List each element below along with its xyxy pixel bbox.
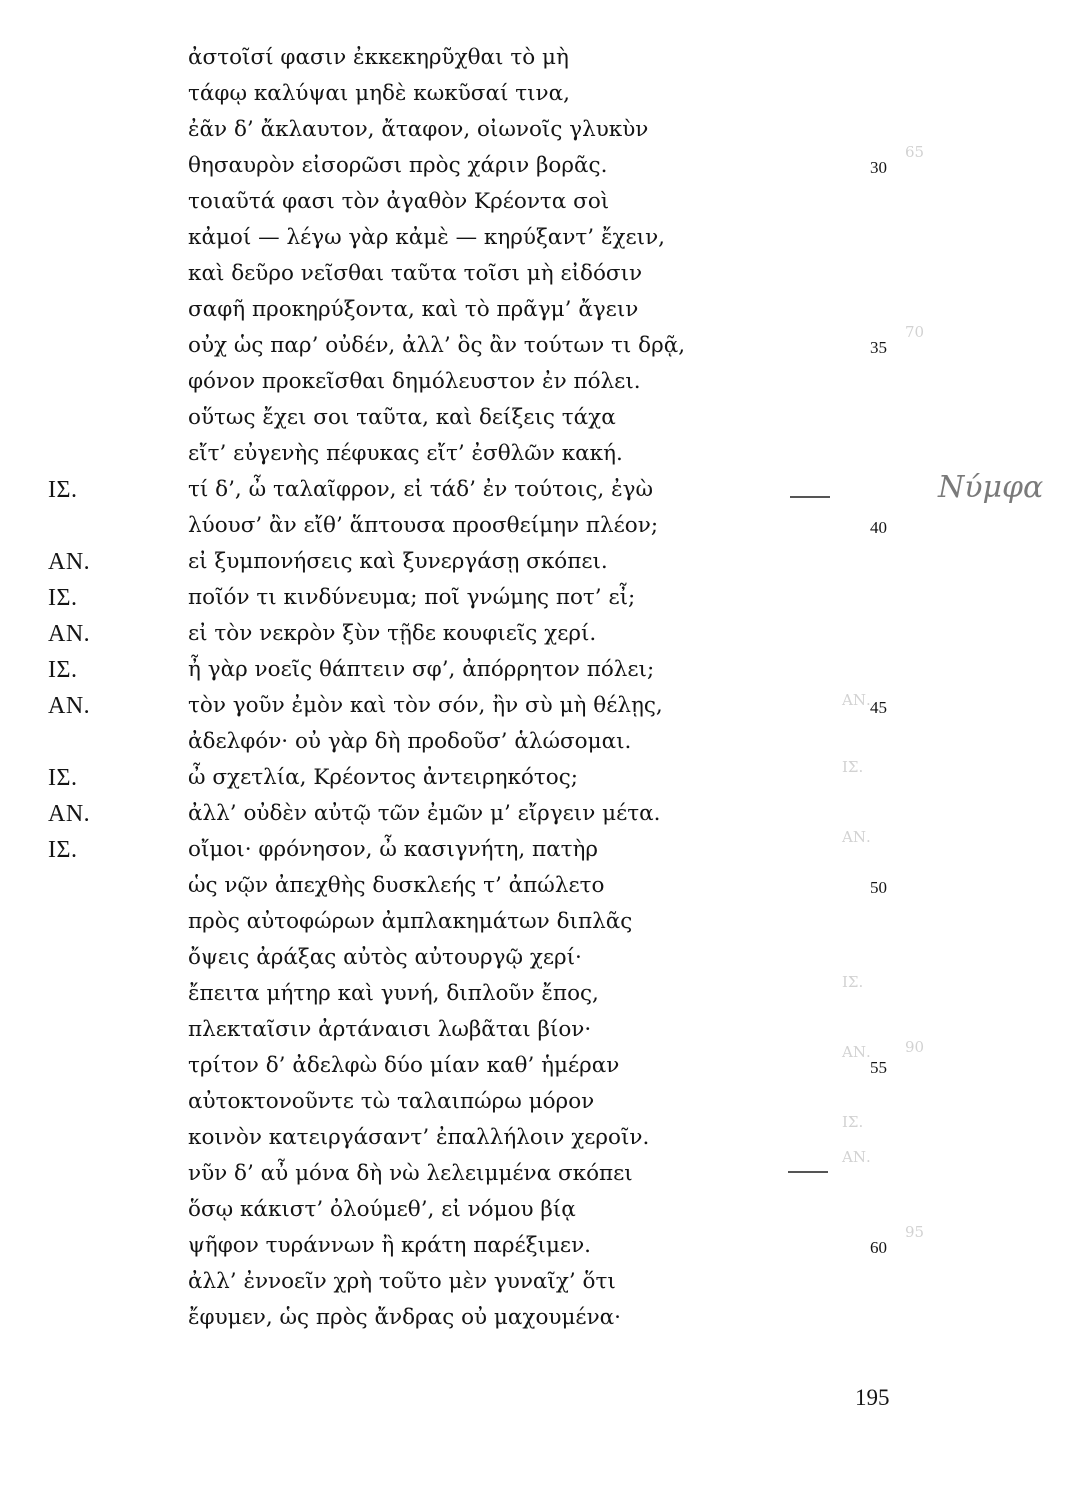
speaker-label: ΙΣ. — [48, 477, 78, 503]
line-number: 60 — [870, 1238, 887, 1257]
verse-text: οὕτως ἔχει σοι ταῦτα, καὶ δείξεις τάχα — [188, 405, 616, 430]
verse-text: εἴτ’ εὐγενὴς πέφυκας εἴτ’ ἐσθλῶν κακή. — [188, 441, 623, 466]
verse-text: ὦ σχετλία, Κρέοντος ἀντειρηκότος; — [188, 765, 578, 790]
verse-text: εἰ τὸν νεκρὸν ξὺν τῇδε κουφιεῖς χερί. — [188, 621, 597, 646]
verse-line — [0, 1192, 1087, 1228]
verse-line — [0, 616, 1087, 652]
verse-text: ἔφυμεν, ὡς πρὸς ἄνδρας οὐ μαχουμένα· — [188, 1305, 621, 1330]
line-number: 55 — [870, 1058, 887, 1077]
verse-line — [0, 292, 1087, 328]
verse-text: ὡς νῷν ἀπεχθὴς δυσκλεής τ’ ἀπώλετο — [188, 873, 605, 898]
verse-line — [0, 1048, 1087, 1084]
verse-text: ποῖόν τι κινδύνευμα; ποῖ γνώμης ποτ’ εἶ; — [188, 585, 636, 610]
verse-text: κἀμοί — λέγω γὰρ κἀμὲ — κηρύξαντ’ ἔχειν, — [188, 225, 665, 250]
verse-text: τάφῳ καλύψαι μηδὲ κωκῦσαί τινα, — [188, 81, 570, 106]
verse-line — [0, 184, 1087, 220]
bleed-speaker: ΙΣ. — [842, 973, 864, 991]
verse-line — [0, 148, 1087, 184]
verse-line — [0, 832, 1087, 868]
bleed-speaker: ΑΝ. — [842, 691, 871, 709]
verse-text: τρίτον δ’ ἀδελφὼ δύο μίαν καθ’ ἡμέραν — [188, 1053, 620, 1078]
bleed-speaker: ΙΣ. — [842, 1113, 864, 1131]
line-number: 50 — [870, 878, 887, 897]
verse-text: ἀλλ’ οὐδὲν αὐτῷ τῶν ἐμῶν μ’ εἴργειν μέτα. — [188, 801, 661, 826]
bleed-speaker: ΑΝ. — [842, 1043, 871, 1061]
verse-text: ὅσῳ κάκιστ’ ὀλούμεθ’, εἰ νόμου βίᾳ — [188, 1197, 576, 1222]
verse-text: εἰ ξυμπονήσεις καὶ ξυνεργάσῃ σκόπει. — [188, 549, 608, 574]
verse-line — [0, 220, 1087, 256]
verse-line — [0, 328, 1087, 364]
speaker-label: ΑΝ. — [48, 693, 91, 719]
line-number: 40 — [870, 518, 887, 537]
bleed-speaker: ΑΝ. — [842, 1148, 871, 1166]
line-number: 35 — [870, 338, 887, 357]
speaker-label: ΙΣ. — [48, 657, 78, 683]
verse-text: ἐᾶν δ’ ἄκλαυτον, ἄταφον, οἰωνοῖς γλυκὺν — [188, 117, 649, 142]
verse-line — [0, 1156, 1087, 1192]
verse-text: πρὸς αὐτοφώρων ἀμπλακημάτων διπλᾶς — [188, 909, 633, 934]
verse-line — [0, 724, 1087, 760]
verse-line — [0, 1300, 1087, 1336]
verse-text: ἀδελφόν· οὐ γὰρ δὴ προδοῦσ’ ἁλώσομαι. — [188, 729, 632, 754]
verse-line — [0, 76, 1087, 112]
bleed-line-number: 65 — [905, 143, 925, 161]
verse-line — [0, 940, 1087, 976]
verse-text: πλεκταῖσιν ἀρτάναισι λωβᾶται βίον· — [188, 1017, 592, 1042]
verse-line — [0, 40, 1087, 76]
verse-text: τὸν γοῦν ἐμὸν καὶ τὸν σόν, ἢν σὺ μὴ θέλῃς, — [188, 693, 663, 718]
page-number: 195 — [855, 1385, 890, 1410]
verse-text: ἀστοῖσί φασιν ἐκκεκηρῦχθαι τὸ μὴ — [188, 45, 569, 70]
verse-line — [0, 580, 1087, 616]
verse-text: ἀλλ’ ἐννοεῖν χρὴ τοῦτο μὲν γυναῖχ’ ὅτι — [188, 1269, 616, 1294]
margin-note: Νύμφα — [938, 470, 1044, 505]
speaker-label: ΙΣ. — [48, 765, 78, 791]
verse-text: καὶ δεῦρο νεῖσθαι ταῦτα τοῖσι μὴ εἰδόσιν — [188, 261, 643, 286]
line-number: 30 — [870, 158, 887, 177]
bleed-speaker: ΑΝ. — [842, 828, 871, 846]
verse-text: ἦ γὰρ νοεῖς θάπτειν σφ’, ἀπόρρητον πόλει; — [188, 657, 655, 682]
verse-line — [0, 1228, 1087, 1264]
verse-text: ὄψεις ἀράξας αὐτὸς αὐτουργῷ χερί· — [188, 945, 582, 970]
verse-text: τί δ’, ὦ ταλαῖφρον, εἰ τάδ’ ἐν τούτοις, ἐγὼ — [188, 477, 654, 502]
verse-line — [0, 796, 1087, 832]
bleed-line-number: 90 — [905, 1038, 925, 1056]
verse-line — [0, 472, 1087, 508]
verse-text: οἴμοι· φρόνησον, ὦ κασιγνήτη, πατὴρ — [188, 837, 599, 862]
verse-text: θησαυρὸν εἰσορῶσι πρὸς χάριν βορᾶς. — [188, 153, 608, 178]
verse-line — [0, 1120, 1087, 1156]
verse-text: φόνον προκεῖσθαι δημόλευστον ἐν πόλει. — [188, 369, 641, 394]
verse-line — [0, 1264, 1087, 1300]
verse-line — [0, 652, 1087, 688]
bleed-line-number: 95 — [905, 1223, 925, 1241]
verse-line — [0, 904, 1087, 940]
verse-text: οὐχ ὡς παρ’ οὐδέν, ἀλλ’ ὃς ἂν τούτων τι δρᾷ, — [188, 333, 686, 358]
verse-line — [0, 400, 1087, 436]
bleed-line-number: 70 — [905, 323, 925, 341]
verse-line — [0, 436, 1087, 472]
verse-text: λύουσ’ ἂν εἴθ’ ἅπτουσα προσθείμην πλέον; — [188, 513, 659, 538]
verse-line — [0, 760, 1087, 796]
verse-line — [0, 112, 1087, 148]
bleed-speaker: ΙΣ. — [842, 758, 864, 776]
verse-line — [0, 256, 1087, 292]
verse-text: κοινὸν κατειργάσαντ’ ἐπαλλήλοιν χεροῖν. — [188, 1125, 650, 1150]
verse-text: τοιαῦτά φασι τὸν ἀγαθὸν Κρέοντα σοὶ — [188, 189, 610, 214]
speaker-label: ΙΣ. — [48, 585, 78, 611]
verse-text: νῦν δ’ αὖ μόνα δὴ νὼ λελειμμένα σκόπει — [188, 1161, 633, 1186]
verse-line — [0, 1084, 1087, 1120]
speaker-label: ΑΝ. — [48, 621, 91, 647]
speaker-label: ΑΝ. — [48, 801, 91, 827]
verse-text: σαφῆ προκηρύξοντα, καὶ τὸ πρᾶγμ’ ἄγειν — [188, 297, 639, 322]
verse-text: ἔπειτα μήτηρ καὶ γυνή, διπλοῦν ἔπος, — [188, 981, 599, 1006]
verse-line — [0, 688, 1087, 724]
speaker-label: ΑΝ. — [48, 549, 91, 575]
verse-line — [0, 544, 1087, 580]
verse-line — [0, 976, 1087, 1012]
verse-line — [0, 508, 1087, 544]
line-number: 45 — [870, 698, 887, 717]
verse-line — [0, 364, 1087, 400]
speaker-label: ΙΣ. — [48, 837, 78, 863]
verse-text: αὐτοκτονοῦντε τὼ ταλαιπώρω μόρον — [188, 1089, 595, 1114]
verse-line — [0, 868, 1087, 904]
verse-line — [0, 1012, 1087, 1048]
verse-text: ψῆφον τυράννων ἢ κράτη παρέξιμεν. — [188, 1233, 591, 1258]
